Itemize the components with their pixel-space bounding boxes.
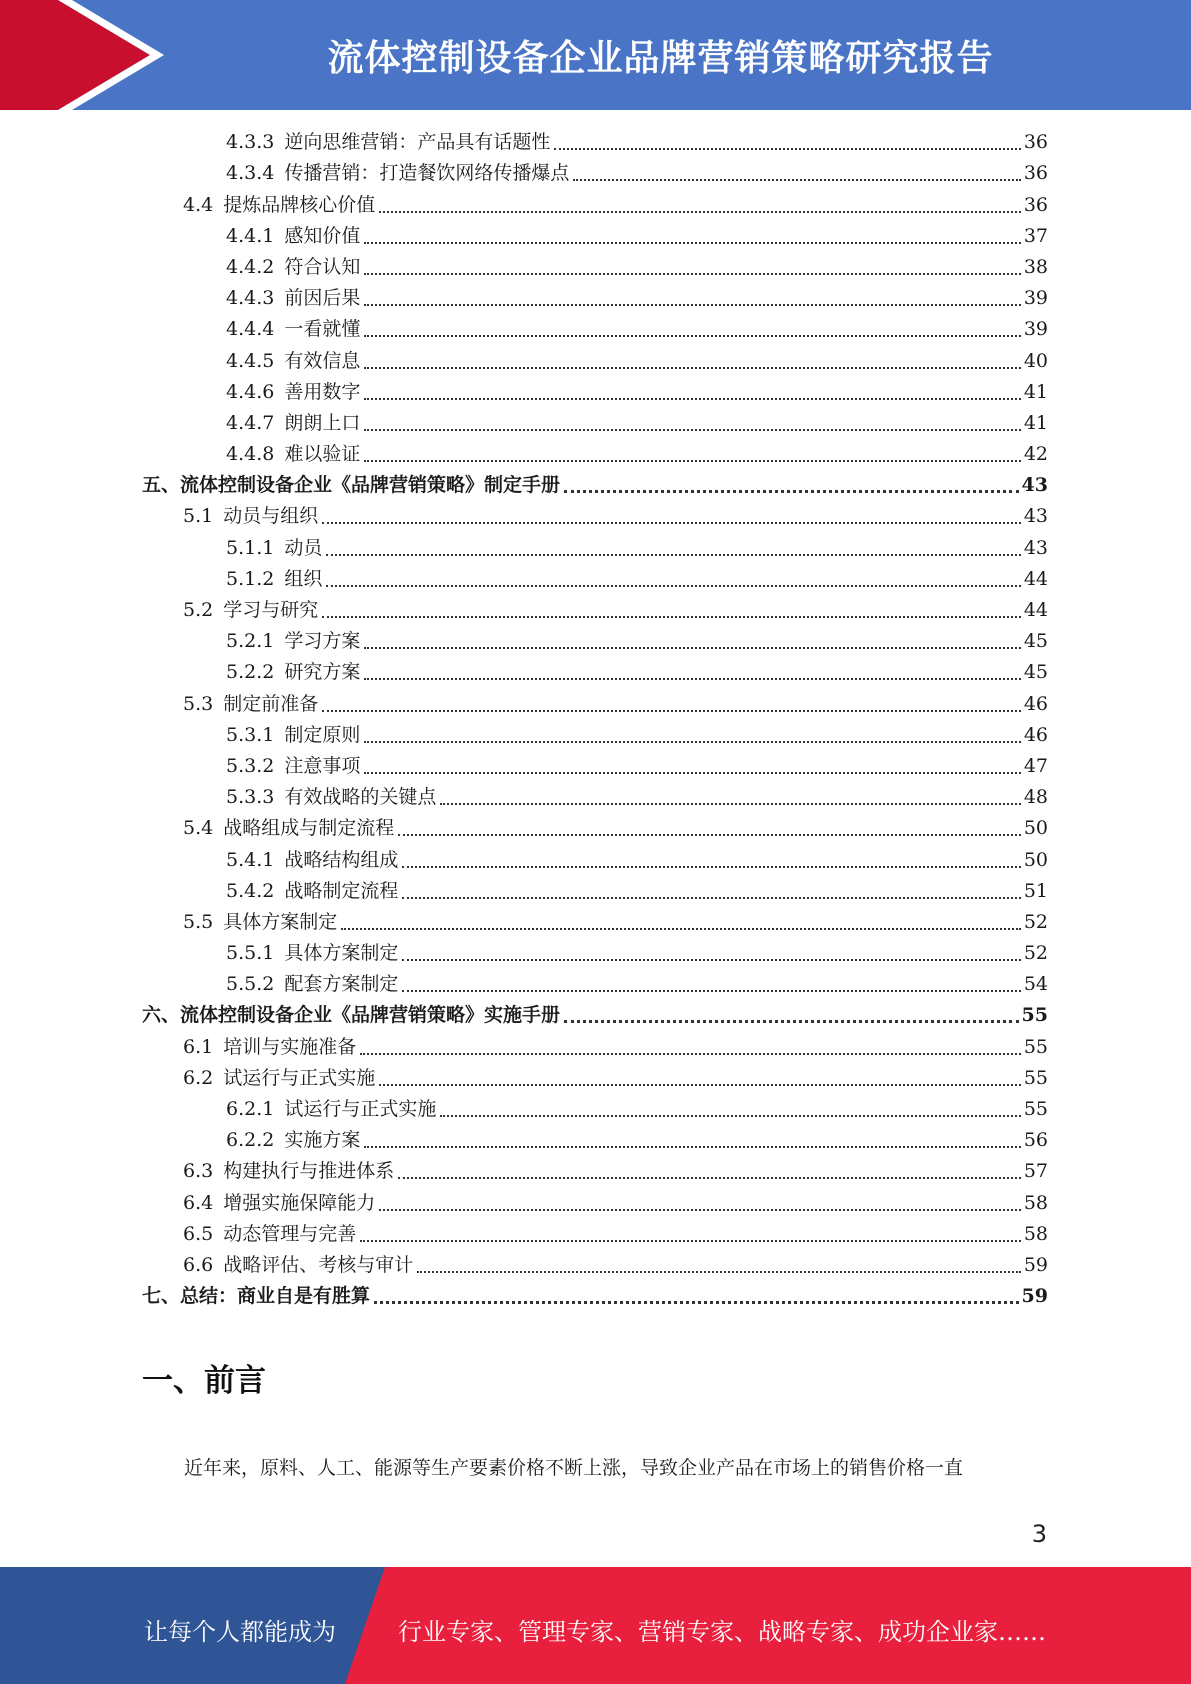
toc-entry[interactable] [142, 501, 1048, 532]
toc-entry[interactable] [142, 408, 1048, 439]
toc-dot-leader [440, 802, 1020, 805]
toc-entry[interactable] [142, 221, 1048, 252]
toc-dot-leader [360, 1239, 1021, 1242]
toc-entry[interactable] [142, 688, 1048, 719]
toc-dot-leader [374, 1300, 1019, 1304]
toc-entry-title: 构建执行与推进体系 [223, 1160, 395, 1183]
toc-entry-title: 动员 [284, 536, 323, 559]
toc-entry-number: 5.3 [183, 692, 214, 715]
toc-entry-number: 4.4.6 [226, 380, 275, 403]
toc-entry-number: 5.1.1 [226, 536, 275, 559]
toc-entry-page: 58 [1023, 1191, 1048, 1214]
toc-dot-leader [364, 771, 1020, 774]
toc-entry-number: 5.4 [183, 817, 214, 840]
toc-entry-title: 战略结构组成 [284, 848, 399, 871]
toc-entry[interactable] [142, 657, 1048, 688]
toc-entry-page: 50 [1023, 848, 1048, 871]
toc-entry[interactable] [142, 1063, 1048, 1094]
toc-dot-leader [364, 303, 1020, 306]
page-number: 3 [1031, 1520, 1047, 1548]
toc-dot-leader [379, 1083, 1021, 1086]
toc-dot-leader [364, 459, 1020, 462]
toc-entry-number: 6.2 [183, 1066, 214, 1089]
toc-entry[interactable] [142, 564, 1048, 595]
toc-entry-number: 6.2.2 [226, 1129, 275, 1152]
toc-entry-number: 5.2 [183, 599, 214, 621]
toc-entry-page: 41 [1023, 411, 1048, 434]
toc-entry[interactable] [142, 626, 1048, 657]
toc-dot-leader [402, 958, 1020, 961]
toc-entry-number: 4.4.7 [226, 411, 275, 434]
toc-entry-title: 增强实施保障能力 [223, 1191, 376, 1214]
toc-dot-leader [402, 865, 1020, 868]
footer-slogan-left: 让每个人都能成为 [144, 1618, 336, 1646]
toc-entry-title: 有效信息 [284, 349, 361, 372]
toc-entry-page: 54 [1023, 973, 1048, 996]
toc-entry-page: 50 [1023, 817, 1048, 840]
toc-dot-leader [326, 553, 1020, 556]
toc-dot-leader [398, 1176, 1021, 1179]
toc-entry-title: 传播营销：打造餐饮网络传播爆点 [284, 162, 570, 185]
toc-entry[interactable] [142, 1281, 1048, 1312]
toc-entry-page: 37 [1023, 224, 1048, 247]
toc-entry-number: 5.1 [183, 505, 214, 528]
toc-entry-page: 36 [1023, 193, 1048, 216]
toc-entry-number: 5.3.1 [226, 723, 275, 746]
toc-entry[interactable] [142, 377, 1048, 408]
toc-entry-number: 6.5 [183, 1222, 214, 1245]
toc-dot-leader [326, 584, 1020, 587]
toc-entry-page: 39 [1023, 287, 1048, 310]
toc-entry-page: 43 [1021, 474, 1048, 497]
toc-entry-page: 42 [1023, 443, 1048, 466]
toc-entry-number: 4.4.5 [226, 349, 275, 372]
toc-entry[interactable] [142, 283, 1048, 314]
toc-entry-page: 55 [1021, 1004, 1048, 1027]
toc-entry-number: 5.2.1 [226, 630, 275, 653]
toc-dot-leader [364, 677, 1020, 680]
toc-entry[interactable] [142, 1031, 1048, 1062]
toc-entry-title: 具体方案制定 [223, 910, 338, 933]
toc-dot-leader [322, 521, 1021, 524]
toc-entry-number: 6.6 [183, 1253, 214, 1276]
toc-entry-page: 56 [1023, 1129, 1048, 1152]
toc-entry[interactable] [142, 782, 1048, 813]
toc-entry-page: 38 [1023, 255, 1048, 278]
toc-entry-page: 51 [1023, 879, 1048, 902]
toc-entry-page: 52 [1023, 942, 1048, 965]
toc-entry-page: 55 [1023, 1098, 1048, 1120]
toc-dot-leader [379, 210, 1021, 213]
toc-dot-leader [364, 740, 1020, 743]
toc-entry-title: 试运行与正式实施 [223, 1066, 376, 1089]
toc-entry-page: 55 [1023, 1066, 1048, 1089]
paragraph-text: 近年来，原料、人工、能源等生产要素价格不断上涨，导致企业产品在市场上的销售价格一直 [184, 1457, 964, 1479]
toc-entry-page: 43 [1023, 536, 1048, 559]
toc-entry[interactable] [142, 127, 1048, 158]
toc-entry-number: 5.2.2 [226, 661, 275, 684]
toc-entry[interactable] [142, 158, 1048, 189]
page-footer [0, 1567, 1191, 1684]
toc-entry-number: 6.1 [183, 1035, 214, 1058]
toc-entry-title: 注意事项 [284, 754, 361, 777]
toc-dot-leader [364, 646, 1020, 649]
toc-entry-title: 一看就懂 [284, 318, 361, 341]
toc-entry-page: 52 [1023, 910, 1048, 933]
toc-entry-title: 制定前准备 [223, 692, 319, 715]
toc-entry-title: 逆向思维营销：产品具有话题性 [284, 131, 551, 154]
toc-entry[interactable] [142, 876, 1048, 907]
toc-entry-title: 战略制定流程 [284, 879, 399, 902]
toc-entry[interactable] [142, 532, 1048, 563]
toc-entry-page: 40 [1023, 349, 1048, 372]
toc-entry[interactable] [142, 1000, 1048, 1031]
toc-entry-number: 4.4.2 [226, 255, 275, 278]
toc-entry-title: 前因后果 [284, 287, 361, 310]
toc-entry-number: 5.1.2 [226, 567, 275, 590]
report-title: 流体控制设备企业品牌营销策略研究报告 [327, 38, 994, 79]
toc-dot-leader [398, 833, 1021, 836]
toc-entry-page: 44 [1023, 599, 1048, 621]
toc-entry-page: 44 [1023, 567, 1048, 590]
toc-entry[interactable] [142, 720, 1048, 751]
toc-dot-leader [364, 1145, 1020, 1148]
toc-dot-leader [364, 272, 1020, 275]
toc-entry-title: 朗朗上口 [284, 411, 361, 434]
toc-entry-title: 实施方案 [284, 1129, 361, 1152]
toc-entry-title: 配套方案制定 [284, 973, 399, 996]
toc-entry-title: 六、流体控制设备企业《品牌营销策略》实施手册 [142, 1004, 561, 1027]
toc-entry-title: 有效战略的关键点 [284, 786, 437, 809]
toc-entry-title: 培训与实施准备 [223, 1035, 357, 1058]
toc-entry[interactable] [142, 844, 1048, 875]
toc-entry-title: 难以验证 [284, 443, 361, 466]
toc-entry-page: 39 [1023, 318, 1048, 341]
toc-entry[interactable] [142, 1187, 1048, 1218]
toc-dot-leader [573, 178, 1020, 181]
toc-entry-page: 57 [1023, 1160, 1048, 1183]
toc-entry-number: 5.4.2 [226, 879, 275, 902]
section-heading: 一、前言 [142, 1363, 266, 1399]
toc-entry-number: 5.4.1 [226, 848, 275, 871]
toc-dot-leader [364, 334, 1020, 337]
toc-entry[interactable] [142, 907, 1048, 938]
toc-dot-leader [379, 1208, 1021, 1211]
toc-entry-page: 43 [1023, 505, 1048, 528]
toc-entry[interactable] [142, 189, 1048, 220]
toc-entry[interactable] [142, 1219, 1048, 1250]
toc-entry-number: 6.2.1 [226, 1098, 275, 1120]
toc-entry-number: 4.3.3 [226, 131, 275, 154]
toc-entry-title: 战略评估、考核与审计 [223, 1253, 414, 1276]
toc-entry-title: 试运行与正式实施 [284, 1098, 437, 1120]
toc-entry[interactable] [142, 470, 1048, 501]
toc-entry-title: 组织 [284, 567, 323, 590]
toc-entry-title: 具体方案制定 [284, 942, 399, 965]
toc-entry-number: 5.3.3 [226, 786, 275, 809]
toc-dot-leader [402, 989, 1020, 992]
toc-entry-title: 战略组成与制定流程 [223, 817, 395, 840]
toc-entry[interactable] [142, 1094, 1048, 1125]
toc-entry-page: 36 [1023, 131, 1048, 154]
toc-dot-leader [402, 896, 1020, 899]
toc-entry-number: 4.4.8 [226, 443, 275, 466]
toc-entry[interactable] [142, 1156, 1048, 1187]
toc-entry[interactable] [142, 345, 1048, 376]
toc-entry[interactable] [142, 1250, 1048, 1281]
toc-dot-leader [322, 615, 1021, 618]
toc-entry-number: 6.3 [183, 1160, 214, 1183]
toc-entry-title: 七、总结：商业自是有胜算 [142, 1285, 371, 1308]
toc-entry-number: 5.5 [183, 910, 214, 933]
toc-dot-leader [417, 1270, 1021, 1273]
toc-entry[interactable] [142, 813, 1048, 844]
toc-dot-leader [322, 709, 1021, 712]
toc-entry-number: 4.4 [183, 193, 214, 216]
toc-entry-title: 学习与研究 [223, 599, 319, 621]
toc-entry-page: 45 [1023, 661, 1048, 684]
toc-entry[interactable] [142, 969, 1048, 1000]
toc-entry-number: 4.4.1 [226, 224, 275, 247]
toc-entry[interactable] [142, 751, 1048, 782]
toc-dot-leader [341, 927, 1021, 930]
toc-entry-number: 4.4.3 [226, 287, 275, 310]
toc-dot-leader [554, 147, 1020, 150]
toc-entry-page: 46 [1023, 692, 1048, 715]
toc-dot-leader [360, 1052, 1021, 1055]
footer-slogan-right: 行业专家、管理专家、营销专家、战略专家、成功企业家…… [398, 1618, 1046, 1646]
toc-entry-page: 55 [1023, 1035, 1048, 1058]
toc-entry-number: 5.3.2 [226, 754, 275, 777]
toc-entry[interactable] [142, 1125, 1048, 1156]
toc-entry-number: 5.5.2 [226, 973, 275, 996]
page-header [0, 0, 1191, 110]
toc-entry-page: 45 [1023, 630, 1048, 653]
toc-entry-number: 6.4 [183, 1191, 214, 1214]
toc-dot-leader [564, 489, 1019, 493]
toc-entry-number: 5.5.1 [226, 942, 275, 965]
toc-dot-leader [564, 1019, 1019, 1023]
toc-entry-page: 46 [1023, 723, 1048, 746]
toc-entry-page: 47 [1023, 754, 1048, 777]
toc-entry-number: 4.4.4 [226, 318, 275, 341]
toc-entry-title: 善用数字 [284, 380, 361, 403]
toc-entry[interactable] [142, 938, 1048, 969]
toc-entry[interactable] [142, 314, 1048, 345]
toc-entry-page: 36 [1023, 162, 1048, 185]
toc-entry-page: 58 [1023, 1222, 1048, 1245]
toc-entry-title: 符合认知 [284, 255, 361, 278]
toc-entry-title: 学习方案 [284, 630, 361, 653]
toc-dot-leader [364, 428, 1020, 431]
toc-dot-leader [364, 397, 1020, 400]
toc-entry-title: 制定原则 [284, 723, 361, 746]
toc-entry-page: 59 [1021, 1285, 1048, 1308]
table-of-contents [142, 127, 1048, 1312]
toc-entry-title: 五、流体控制设备企业《品牌营销策略》制定手册 [142, 474, 561, 497]
toc-dot-leader [440, 1114, 1020, 1117]
toc-entry-page: 59 [1023, 1253, 1048, 1276]
toc-entry-number: 4.3.4 [226, 162, 275, 185]
toc-dot-leader [364, 241, 1020, 244]
toc-entry-page: 41 [1023, 380, 1048, 403]
toc-entry-page: 48 [1023, 786, 1048, 809]
toc-entry[interactable] [142, 252, 1048, 283]
toc-dot-leader [364, 366, 1020, 369]
toc-entry-title: 研究方案 [284, 661, 361, 684]
toc-entry-title: 提炼品牌核心价值 [223, 193, 376, 216]
toc-entry[interactable] [142, 595, 1048, 626]
toc-entry[interactable] [142, 439, 1048, 470]
toc-entry-title: 动员与组织 [223, 505, 319, 528]
toc-entry-title: 感知价值 [284, 224, 361, 247]
toc-entry-title: 动态管理与完善 [223, 1222, 357, 1245]
